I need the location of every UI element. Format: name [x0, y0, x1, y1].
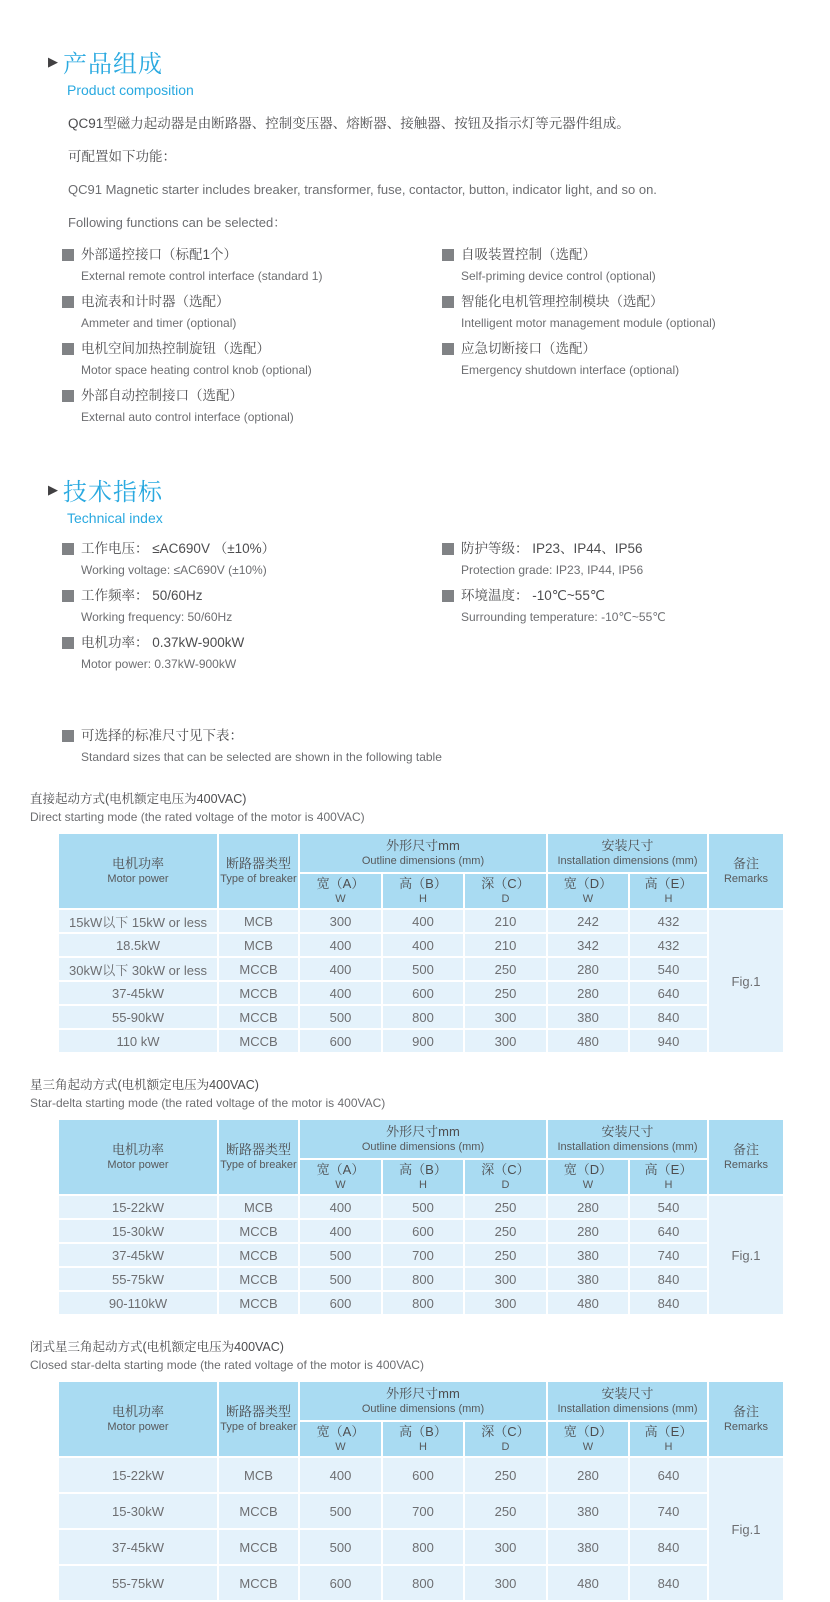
table-head — [59, 834, 783, 908]
dimension-cell: 500 — [300, 1494, 381, 1528]
table-row — [59, 1268, 783, 1290]
dimension-cell: 540 — [630, 1196, 707, 1218]
triangle-marker-icon: ▶ — [48, 54, 58, 69]
header-outline-dimensions: 外形尺寸mm Outline dimensions (mm) — [300, 834, 546, 872]
feature-column-right — [442, 244, 716, 432]
dimension-cell: 500 — [300, 1006, 381, 1028]
spec-item — [442, 538, 666, 581]
feature-cn-text: 应急切断接口（选配） — [461, 341, 596, 356]
dimension-cell: 500 — [300, 1530, 381, 1564]
header-remarks: 备注 Remarks — [709, 1382, 783, 1456]
square-bullet-icon — [62, 543, 74, 555]
dimension-cell: 380 — [548, 1530, 628, 1564]
dimension-cell: 380 — [548, 1268, 628, 1290]
feature-item — [442, 338, 716, 381]
dimension-cell: 250 — [465, 1494, 546, 1528]
header-width-d: 宽（D） W — [548, 874, 628, 908]
dimension-cell: 300 — [465, 1530, 546, 1564]
feature-item — [62, 385, 442, 428]
dimension-cell: 250 — [465, 1458, 546, 1492]
dimension-cell: 700 — [383, 1244, 463, 1266]
header-height-b: 高（B） H — [383, 1422, 463, 1456]
square-bullet-icon — [442, 543, 454, 555]
remarks-cell: Fig.1 — [709, 910, 783, 1052]
breaker-type-cell: MCCB — [219, 1268, 298, 1290]
table-row — [59, 1292, 783, 1314]
header-motor-power: 电机功率 Motor power — [59, 1382, 217, 1456]
dimension-cell: 480 — [548, 1566, 628, 1600]
section-title-row — [48, 472, 830, 507]
table-row — [59, 1196, 783, 1218]
dimension-cell: 480 — [548, 1292, 628, 1314]
dimension-cell: 300 — [465, 1006, 546, 1028]
section-title-row — [48, 44, 830, 79]
spec-item — [62, 632, 442, 675]
dimension-cell: 740 — [630, 1244, 707, 1266]
spec-cn-text: 防护等级： IP23、IP44、IP56 — [461, 541, 643, 556]
spec-cn-text: 环境温度： -10℃~55℃ — [461, 588, 605, 603]
paragraph-en: Following functions can be selected： — [68, 215, 287, 230]
paragraph-cn: QC91型磁力起动器是由断路器、控制变压器、熔断器、接触器、按钮及指示灯等元器件组成。 — [68, 116, 630, 131]
remarks-cell: Fig.1 — [709, 1458, 783, 1600]
square-bullet-icon — [62, 390, 74, 402]
motor-power-cell: 18.5kW — [59, 934, 217, 956]
dimension-cell: 800 — [383, 1530, 463, 1564]
dimension-cell: 600 — [300, 1030, 381, 1052]
dimension-cell: 280 — [548, 982, 628, 1004]
dimension-cell: 300 — [300, 910, 381, 932]
spec-en-text: Working frequency: 50/60Hz — [81, 610, 233, 624]
feature-item — [442, 244, 716, 287]
section-technical-index — [0, 472, 830, 679]
feature-cn-text: 外部遥控接口（标配1个） — [81, 247, 238, 262]
standard-sizes-note — [62, 725, 830, 768]
table-row — [59, 958, 783, 980]
dimension-cell: 380 — [548, 1006, 628, 1028]
header-width-a: 宽（A） W — [300, 874, 381, 908]
dimension-cell: 400 — [300, 1220, 381, 1242]
table-body — [59, 910, 783, 1052]
dimension-cell: 432 — [630, 934, 707, 956]
feature-item — [62, 291, 442, 334]
dimension-cell: 800 — [383, 1292, 463, 1314]
table-row — [59, 1244, 783, 1266]
header-breaker-type: 断路器类型 Type of breaker — [219, 834, 298, 908]
feature-en-text: Ammeter and timer (optional) — [81, 316, 237, 330]
feature-column-left — [62, 244, 442, 432]
breaker-type-cell: MCB — [219, 934, 298, 956]
header-breaker-type: 断路器类型 Type of breaker — [219, 1120, 298, 1194]
dimension-cell: 840 — [630, 1006, 707, 1028]
section-title-cn: 技术指标 — [63, 479, 163, 506]
dimension-cell: 400 — [383, 910, 463, 932]
header-outline-dimensions: 外形尺寸mm Outline dimensions (mm) — [300, 1382, 546, 1420]
header-height-b: 高（B） H — [383, 1160, 463, 1194]
breaker-type-cell: MCCB — [219, 1006, 298, 1028]
spec-list — [62, 538, 830, 679]
dimension-cell: 250 — [465, 1220, 546, 1242]
dimensions-table — [57, 1380, 785, 1602]
breaker-type-cell: MCB — [219, 910, 298, 932]
feature-en-text: Motor space heating control knob (optional) — [81, 363, 312, 377]
section-title-cn: 产品组成 — [63, 51, 163, 78]
feature-cn-line — [62, 291, 442, 313]
dimension-cell: 300 — [465, 1292, 546, 1314]
spec-cn-text: 电机功率： 0.37kW-900kW — [81, 635, 245, 650]
header-installation-dimensions: 安装尺寸 Installation dimensions (mm) — [548, 834, 707, 872]
header-installation-dimensions: 安装尺寸 Installation dimensions (mm) — [548, 1120, 707, 1158]
table-caption — [30, 1076, 830, 1112]
table-row — [59, 1220, 783, 1242]
spec-en-text: Protection grade: IP23, IP44, IP56 — [461, 563, 644, 577]
motor-power-cell: 15-22kW — [59, 1458, 217, 1492]
intro-paragraphs — [68, 112, 830, 235]
dimension-cell: 940 — [630, 1030, 707, 1052]
dimension-cell: 300 — [465, 1268, 546, 1290]
table-row — [59, 1494, 783, 1528]
header-width-d: 宽（D） W — [548, 1160, 628, 1194]
breaker-type-cell: MCCB — [219, 1220, 298, 1242]
dimension-cell: 500 — [383, 958, 463, 980]
table-row — [59, 910, 783, 932]
feature-cn-line — [62, 244, 442, 266]
table-row — [59, 1566, 783, 1600]
dimension-cell: 540 — [630, 958, 707, 980]
breaker-type-cell: MCCB — [219, 1244, 298, 1266]
dimension-cell: 700 — [383, 1494, 463, 1528]
feature-item — [442, 291, 716, 334]
square-bullet-icon — [62, 249, 74, 261]
dimension-cell: 500 — [383, 1196, 463, 1218]
table-body — [59, 1196, 783, 1314]
header-outline-dimensions: 外形尺寸mm Outline dimensions (mm) — [300, 1120, 546, 1158]
spec-cn-line — [62, 632, 442, 654]
motor-power-cell: 55-75kW — [59, 1268, 217, 1290]
motor-power-cell: 37-45kW — [59, 1244, 217, 1266]
feature-cn-text: 外部自动控制接口（选配） — [81, 388, 243, 403]
dimensions-table — [57, 1118, 785, 1316]
table-caption-en: Direct starting mode (the rated voltage of the motor is 400VAC) — [30, 810, 365, 824]
dimension-cell: 242 — [548, 910, 628, 932]
table-caption-cn: 闭式星三角起动方式(电机额定电压为400VAC) — [30, 1340, 284, 1354]
square-bullet-icon — [442, 249, 454, 261]
header-motor-power: 电机功率 Motor power — [59, 1120, 217, 1194]
breaker-type-cell: MCCB — [219, 958, 298, 980]
table-block-star-delta — [0, 1076, 830, 1316]
dimension-cell: 600 — [383, 1220, 463, 1242]
dimension-cell: 380 — [548, 1244, 628, 1266]
dimension-cell: 280 — [548, 958, 628, 980]
feature-cn-line — [442, 244, 716, 266]
note-cn-text: 可选择的标准尺寸见下表： — [81, 728, 243, 743]
dimension-cell: 500 — [300, 1244, 381, 1266]
square-bullet-icon — [62, 730, 74, 742]
breaker-type-cell: MCCB — [219, 1030, 298, 1052]
dimension-cell: 250 — [465, 1196, 546, 1218]
dimension-cell: 400 — [300, 1196, 381, 1218]
feature-en-text: Self-priming device control (optional) — [461, 269, 656, 283]
spec-en-text: Surrounding temperature: -10℃~55℃ — [461, 610, 666, 624]
table-caption-cn: 直接起动方式(电机额定电压为400VAC) — [30, 792, 247, 806]
header-height-e: 高（E） H — [630, 874, 707, 908]
table-caption-cn: 星三角起动方式(电机额定电压为400VAC) — [30, 1078, 259, 1092]
table-row — [59, 982, 783, 1004]
dimension-cell: 400 — [300, 1458, 381, 1492]
dimension-cell: 500 — [300, 1268, 381, 1290]
header-depth-c: 深（C） D — [465, 1160, 546, 1194]
feature-en-text: External auto control interface (optional) — [81, 410, 294, 424]
dimension-cell: 800 — [383, 1566, 463, 1600]
feature-list — [62, 244, 830, 432]
table-row — [59, 934, 783, 956]
table-row — [59, 1458, 783, 1492]
dimension-cell: 600 — [300, 1292, 381, 1314]
square-bullet-icon — [62, 637, 74, 649]
square-bullet-icon — [442, 296, 454, 308]
dimension-cell: 740 — [630, 1494, 707, 1528]
feature-cn-line — [62, 338, 442, 360]
remarks-cell: Fig.1 — [709, 1196, 783, 1314]
table-row — [59, 1006, 783, 1028]
dimension-cell: 640 — [630, 982, 707, 1004]
header-motor-power: 电机功率 Motor power — [59, 834, 217, 908]
header-height-e: 高（E） H — [630, 1160, 707, 1194]
feature-en-text: Emergency shutdown interface (optional) — [461, 363, 680, 377]
square-bullet-icon — [62, 343, 74, 355]
dimension-cell: 600 — [383, 982, 463, 1004]
header-height-b: 高（B） H — [383, 874, 463, 908]
dimension-cell: 280 — [548, 1196, 628, 1218]
dimension-cell: 400 — [300, 958, 381, 980]
dimension-cell: 210 — [465, 934, 546, 956]
motor-power-cell: 30kW以下 30kW or less — [59, 958, 217, 980]
header-depth-c: 深（C） D — [465, 874, 546, 908]
feature-cn-line — [442, 291, 716, 313]
spec-en-text: Working voltage: ≤AC690V (±10%) — [81, 563, 267, 577]
dimension-cell: 380 — [548, 1494, 628, 1528]
dimension-cell: 300 — [465, 1566, 546, 1600]
breaker-type-cell: MCCB — [219, 1494, 298, 1528]
spec-column-left — [62, 538, 442, 679]
header-remarks: 备注 Remarks — [709, 1120, 783, 1194]
dimension-cell: 400 — [383, 934, 463, 956]
table-caption — [30, 1338, 830, 1374]
table-caption-en: Closed star-delta starting mode (the rated voltage of the motor is 400VAC) — [30, 1358, 424, 1372]
motor-power-cell: 110 kW — [59, 1030, 217, 1052]
spec-cn-line — [442, 585, 666, 607]
header-width-a: 宽（A） W — [300, 1422, 381, 1456]
dimension-cell: 640 — [630, 1220, 707, 1242]
spec-cn-line — [62, 538, 442, 560]
dimension-cell: 342 — [548, 934, 628, 956]
motor-power-cell: 55-90kW — [59, 1006, 217, 1028]
dimension-cell: 400 — [300, 934, 381, 956]
header-width-d: 宽（D） W — [548, 1422, 628, 1456]
breaker-type-cell: MCCB — [219, 982, 298, 1004]
feature-cn-text: 自吸装置控制（选配） — [461, 247, 596, 262]
dimension-cell: 600 — [300, 1566, 381, 1600]
table-caption — [30, 790, 830, 826]
breaker-type-cell: MCCB — [219, 1566, 298, 1600]
spec-cn-text: 工作频率： 50/60Hz — [81, 588, 203, 603]
square-bullet-icon — [62, 296, 74, 308]
dimension-cell: 250 — [465, 1244, 546, 1266]
spec-cn-line — [442, 538, 666, 560]
section-product-composition — [0, 0, 830, 432]
dimension-cell: 280 — [548, 1458, 628, 1492]
header-breaker-type: 断路器类型 Type of breaker — [219, 1382, 298, 1456]
section-title-en: Product composition — [67, 82, 194, 98]
dimension-cell: 640 — [630, 1458, 707, 1492]
dimension-cell: 250 — [465, 958, 546, 980]
table-body — [59, 1458, 783, 1600]
dimension-cell: 480 — [548, 1030, 628, 1052]
dimension-cell: 432 — [630, 910, 707, 932]
motor-power-cell: 37-45kW — [59, 982, 217, 1004]
feature-en-text: External remote control interface (standard 1) — [81, 269, 323, 283]
table-head — [59, 1120, 783, 1194]
table-row — [59, 1530, 783, 1564]
feature-cn-text: 电机空间加热控制旋钮（选配） — [81, 341, 270, 356]
motor-power-cell: 15-22kW — [59, 1196, 217, 1218]
square-bullet-icon — [62, 590, 74, 602]
dimension-cell: 800 — [383, 1006, 463, 1028]
spec-column-right — [442, 538, 666, 679]
header-width-a: 宽（A） W — [300, 1160, 381, 1194]
motor-power-cell: 55-75kW — [59, 1566, 217, 1600]
note-cn-line — [62, 725, 830, 747]
paragraph-en: QC91 Magnetic starter includes breaker, transformer, fuse, contactor, button, indicator light, and so on. — [68, 182, 657, 197]
breaker-type-cell: MCCB — [219, 1292, 298, 1314]
table-block-closed-star-delta — [0, 1338, 830, 1602]
motor-power-cell: 37-45kW — [59, 1530, 217, 1564]
section-title-en: Technical index — [67, 510, 163, 526]
dimension-cell: 840 — [630, 1292, 707, 1314]
header-remarks: 备注 Remarks — [709, 834, 783, 908]
dimensions-table — [57, 832, 785, 1054]
feature-item — [62, 244, 442, 287]
feature-cn-text: 电流表和计时器（选配） — [81, 294, 230, 309]
dimension-cell: 800 — [383, 1268, 463, 1290]
feature-cn-line — [442, 338, 716, 360]
motor-power-cell: 15-30kW — [59, 1220, 217, 1242]
dimension-cell: 840 — [630, 1530, 707, 1564]
header-height-e: 高（E） H — [630, 1422, 707, 1456]
dimension-cell: 900 — [383, 1030, 463, 1052]
table-head — [59, 1382, 783, 1456]
header-installation-dimensions: 安装尺寸 Installation dimensions (mm) — [548, 1382, 707, 1420]
square-bullet-icon — [442, 590, 454, 602]
motor-power-cell: 15kW以下 15kW or less — [59, 910, 217, 932]
square-bullet-icon — [442, 343, 454, 355]
motor-power-cell: 90-110kW — [59, 1292, 217, 1314]
spec-cn-text: 工作电压： ≤AC690V （±10%） — [81, 541, 276, 556]
header-depth-c: 深（C） D — [465, 1422, 546, 1456]
table-block-direct-starting — [0, 790, 830, 1054]
dimension-cell: 400 — [300, 982, 381, 1004]
spec-item — [442, 585, 666, 628]
note-en-text: Standard sizes that can be selected are shown in the following table — [81, 750, 442, 764]
feature-item — [62, 338, 442, 381]
table-caption-en: Star-delta starting mode (the rated voltage of the motor is 400VAC) — [30, 1096, 386, 1110]
dimension-cell: 840 — [630, 1268, 707, 1290]
dimension-cell: 600 — [383, 1458, 463, 1492]
dimension-cell: 210 — [465, 910, 546, 932]
feature-cn-line — [62, 385, 442, 407]
spec-item — [62, 538, 442, 581]
dimension-cell: 840 — [630, 1566, 707, 1600]
spec-en-text: Motor power: 0.37kW-900kW — [81, 657, 237, 671]
table-row — [59, 1030, 783, 1052]
breaker-type-cell: MCB — [219, 1196, 298, 1218]
feature-cn-text: 智能化电机管理控制模块（选配） — [461, 294, 664, 309]
dimension-cell: 250 — [465, 982, 546, 1004]
motor-power-cell: 15-30kW — [59, 1494, 217, 1528]
spec-cn-line — [62, 585, 442, 607]
breaker-type-cell: MCCB — [219, 1530, 298, 1564]
dimension-cell: 280 — [548, 1220, 628, 1242]
breaker-type-cell: MCB — [219, 1458, 298, 1492]
triangle-marker-icon: ▶ — [48, 482, 58, 497]
paragraph-cn: 可配置如下功能： — [68, 149, 176, 164]
dimension-cell: 300 — [465, 1030, 546, 1052]
spec-item — [62, 585, 442, 628]
feature-en-text: Intelligent motor management module (optional) — [461, 316, 716, 330]
